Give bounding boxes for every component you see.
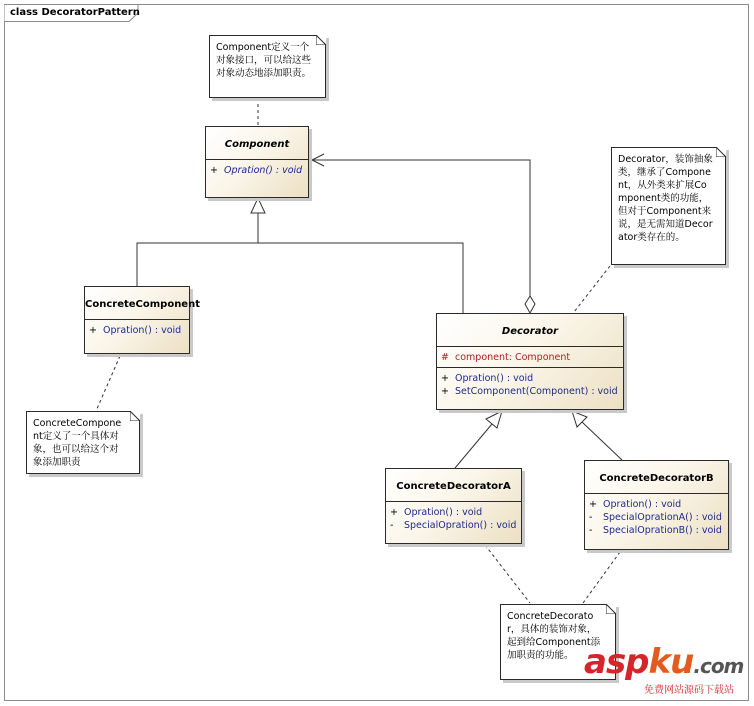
aggregation-diamond [525,296,535,313]
note-concrete-decorator-text: ConcreteDecorator，具体的装饰对象，起到给Component添加职责的功能。 [507,611,601,661]
operation-row [390,519,517,532]
operation-row [589,524,724,537]
class-concrete-decorator-a-name: ConcreteDecoratorA [386,469,521,502]
note-link-decorator-a [485,545,530,603]
frame-title: class DecoratorPattern [10,7,140,18]
operation-text: SetComponent(Component) : void [455,386,618,397]
operation-text: SpecialOprationB() : void [603,525,722,536]
operation-text: Opration() : void [404,507,483,518]
generalization-decoratorb-decorator [582,422,622,460]
class-concrete-decorator-b-name: ConcreteDecoratorB [585,461,728,494]
operation-visibility: - [589,525,593,536]
operation-text: Opration() : void [103,325,182,336]
note-decorator-text: Decorator，装饰抽象类，继承了Component，从外类来扩展Component类的功能，但对于Component来说，是无需知道Decorator类存在的。 [618,154,713,243]
class-component [205,126,309,198]
note-concrete-component-text: ConcreteComponent定义了一个具体对象，也可以给这个对象添加职责 [33,418,122,468]
class-concrete-component-name: ConcreteComponent [85,287,189,320]
class-decorator-attributes [437,347,623,368]
operation-row [441,385,619,398]
note-fold-icon [316,35,326,45]
operation-row [390,506,517,519]
operation-visibility: + [441,386,449,397]
operation-row [589,498,724,511]
aggregation-decorator-component [312,160,530,296]
note-link-decorator [574,266,610,312]
generalization-arrowhead-a [486,411,502,428]
generalization-arrowhead [251,198,265,213]
class-decorator-name: Decorator [437,314,623,347]
operation-visibility: + [390,507,398,518]
operation-text: SpecialOpration() : void [404,520,517,531]
watermark-text [584,644,743,684]
class-concrete-decorator-b [584,460,729,550]
operation-visibility: + [210,165,218,176]
class-decorator [436,313,624,410]
generalization-concretecomponent-component [137,213,258,286]
operation-row [210,164,304,177]
operation-text: Opration() : void [603,499,682,510]
watermark-ku: ku [648,642,694,682]
operation-visibility: + [589,499,597,510]
note-decorator [611,147,726,265]
operation-row [589,511,724,524]
generalization-decoratora-decorator [455,424,492,468]
attribute-visibility: # [441,352,449,363]
class-concrete-decorator-a-operations [386,502,521,535]
operation-visibility: + [441,373,449,384]
watermark-asp: asp [584,642,649,682]
operation-text: Opration() : void [224,165,303,176]
watermark-subtitle: 免费网站源码下载站 [644,685,734,696]
generalization-decorator-component [258,243,463,313]
class-component-operations [206,160,308,180]
note-link-concrete-component [96,356,120,411]
note-concrete-component [26,411,140,474]
note-component [209,35,326,98]
operation-row [441,372,619,385]
attribute-text: component: Component [455,352,571,363]
note-fold-icon [130,411,140,421]
note-fold-icon [716,147,726,157]
attribute-row [441,351,619,364]
operation-visibility: - [390,520,394,531]
note-link-decorator-b [583,552,620,603]
operation-text: SpecialOprationA() : void [603,512,722,523]
watermark-domain: .com [693,654,744,678]
operation-row [89,324,185,337]
operation-visibility: + [89,325,97,336]
class-decorator-operations [437,368,623,401]
class-concrete-component-operations [85,320,189,340]
operation-text: Opration() : void [455,373,534,384]
class-concrete-decorator-a [385,468,522,544]
note-component-text: Component定义一个对象接口，可以给这些对象动态地添加职责。 [216,42,312,79]
class-component-name: Component [206,127,308,160]
watermark-logo [584,644,743,696]
class-concrete-decorator-b-operations [585,494,728,540]
operation-visibility: - [589,512,593,523]
note-fold-icon [606,604,616,614]
class-concrete-component [84,286,200,354]
